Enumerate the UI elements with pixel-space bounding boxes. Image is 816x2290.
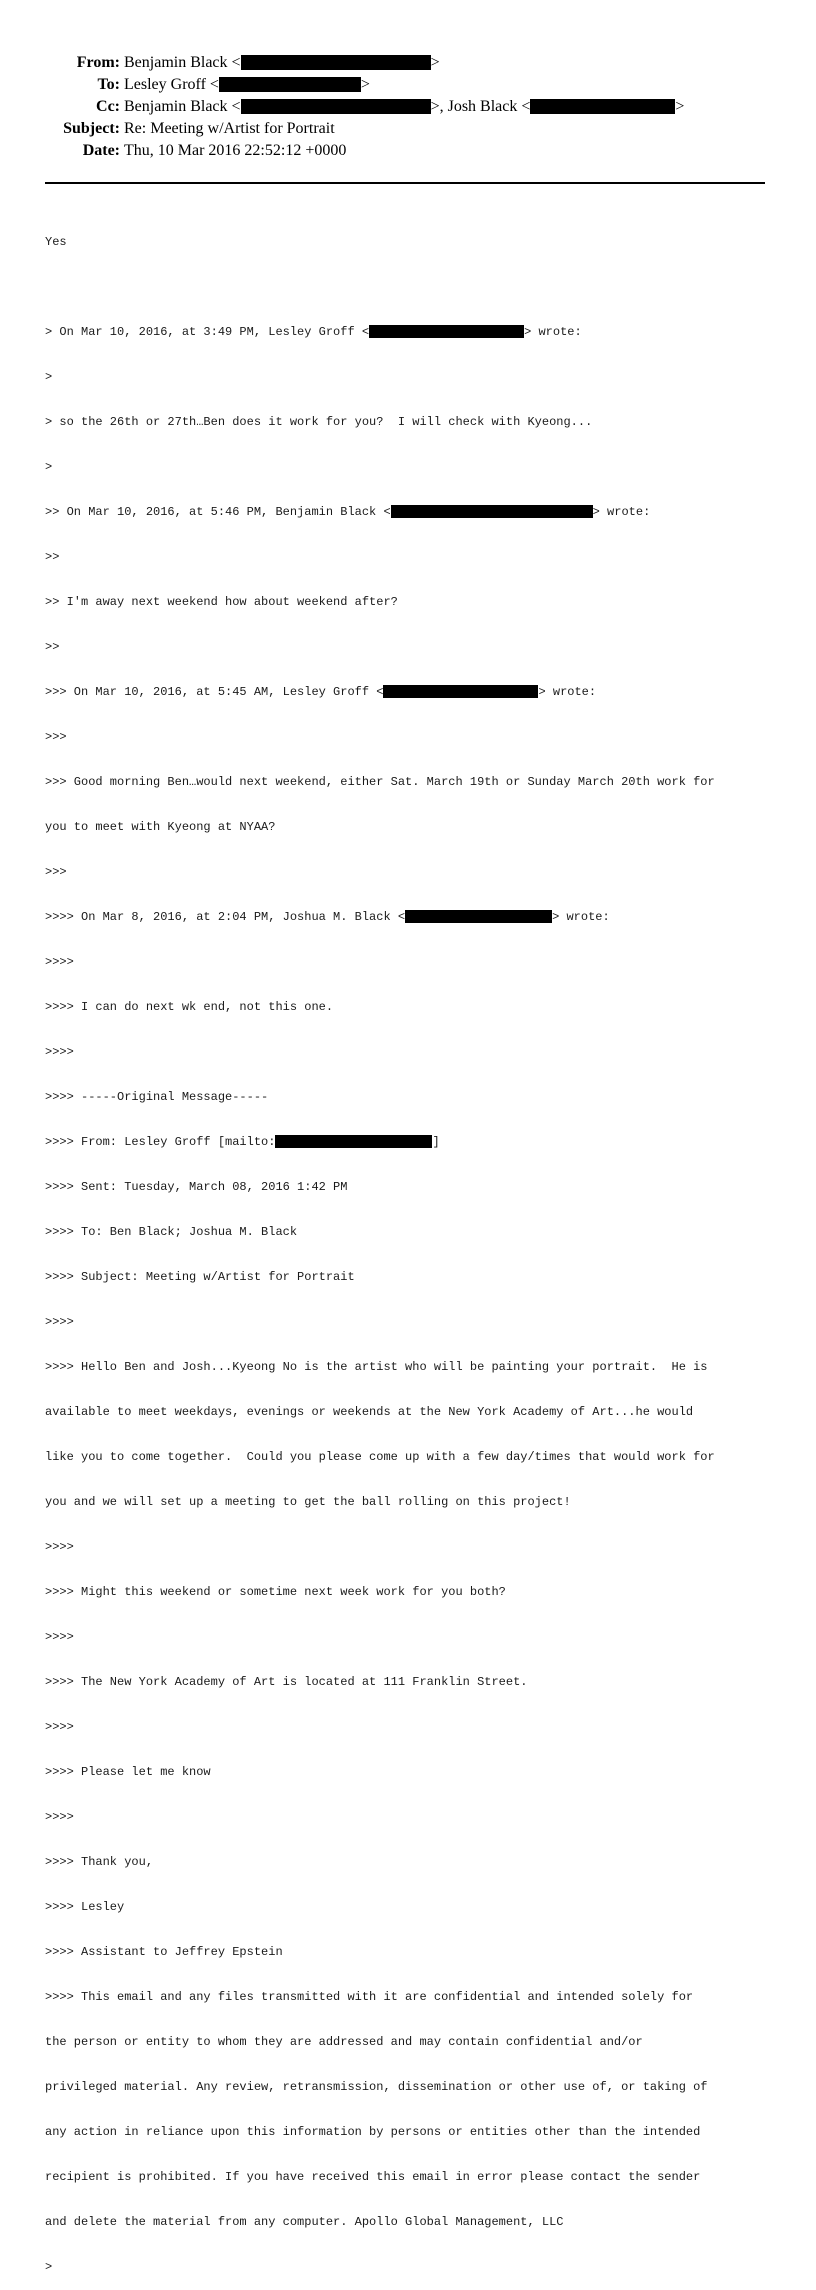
body-line: >>>> bbox=[45, 955, 74, 969]
body-line: available to meet weekdays, evenings or weekends at the New York Academy of Art...he would bbox=[45, 1405, 694, 1419]
cc-separator: >, Josh Black < bbox=[430, 98, 531, 115]
body-line: >>>> This email and any files transmitted with it are confidential and intended solely for bbox=[45, 1990, 694, 2004]
to-label: To: bbox=[97, 76, 120, 93]
body-line: >>>> The New York Academy of Art is located at 111 Franklin Street. bbox=[45, 1675, 528, 1689]
body-line: > bbox=[45, 460, 53, 474]
body-line: you to meet with Kyeong at NYAA? bbox=[45, 820, 276, 834]
body-line: >> On Mar 10, 2016, at 5:46 PM, Benjamin Black < > wrote: bbox=[45, 505, 651, 519]
body-line: >>>> Thank you, bbox=[45, 1855, 154, 1869]
header-divider bbox=[45, 182, 765, 184]
body-line: >>>> To: Ben Black; Joshua M. Black bbox=[45, 1225, 298, 1239]
body-line: >>> bbox=[45, 730, 67, 744]
cc-name-1: Benjamin Black < bbox=[124, 98, 241, 115]
redaction-bar bbox=[219, 77, 361, 92]
body-line: >>>> I can do next wk end, not this one. bbox=[45, 1000, 334, 1014]
redaction-bar bbox=[391, 505, 593, 518]
body-line: >>> bbox=[45, 865, 67, 879]
redaction-bar bbox=[405, 910, 552, 923]
body-line: any action in reliance upon this information by persons or entities other than the intended bbox=[45, 2125, 701, 2139]
body-line: > bbox=[45, 2260, 53, 2274]
body-line: the person or entity to whom they are addressed and may contain confidential and/or bbox=[45, 2035, 643, 2049]
body-line: >> bbox=[45, 550, 60, 564]
body-line: >>>> Subject: Meeting w/Artist for Portrait bbox=[45, 1270, 355, 1284]
body-line: >>> On Mar 10, 2016, at 5:45 AM, Lesley Groff < > wrote: bbox=[45, 685, 597, 699]
cc-label: Cc: bbox=[96, 98, 120, 115]
subject-label: Subject: bbox=[63, 120, 120, 137]
body-line: >> bbox=[45, 640, 60, 654]
body-line: and delete the material from any computer. Apollo Global Management, LLC bbox=[45, 2215, 564, 2229]
redaction-bar bbox=[241, 99, 431, 114]
redaction-bar bbox=[275, 1135, 432, 1148]
body-line: >>>> bbox=[45, 1540, 74, 1554]
body-line: like you to come together. Could you please come up with a few day/times that would work for bbox=[45, 1450, 715, 1464]
body-line: >>>> bbox=[45, 1810, 74, 1824]
redaction-bar bbox=[369, 325, 524, 338]
body-line: >>>> On Mar 8, 2016, at 2:04 PM, Joshua M. Black < > wrote: bbox=[45, 910, 610, 924]
body-line: >>>> Assistant to Jeffrey Epstein bbox=[45, 1945, 283, 1959]
from-label: From: bbox=[76, 54, 120, 71]
from-name: Benjamin Black < bbox=[124, 54, 241, 71]
body-line: >>>> Sent: Tuesday, March 08, 2016 1:42 PM bbox=[45, 1180, 348, 1194]
body-line: > bbox=[45, 370, 53, 384]
body-line bbox=[45, 280, 785, 295]
subject-value: Re: Meeting w/Artist for Portrait bbox=[124, 120, 335, 137]
body-line: >>> Good morning Ben…would next weekend, either Sat. March 19th or Sunday March 20th work for bbox=[45, 775, 715, 789]
body-line: >> I'm away next weekend how about weekend after? bbox=[45, 595, 398, 609]
to-close: > bbox=[360, 76, 370, 93]
body-line: you and we will set up a meeting to get the ball rolling on this project! bbox=[45, 1495, 571, 1509]
body-line: Yes bbox=[45, 235, 67, 249]
body-line: >>>> Please let me know bbox=[45, 1765, 211, 1779]
body-line: >>>> bbox=[45, 1630, 74, 1644]
cc-row bbox=[0, 96, 816, 118]
subject-row bbox=[0, 118, 816, 140]
email-body bbox=[45, 205, 785, 2290]
from-row bbox=[0, 52, 816, 74]
body-line: >>>> bbox=[45, 1045, 74, 1059]
to-name: Lesley Groff < bbox=[124, 76, 219, 93]
date-label: Date: bbox=[82, 142, 120, 159]
body-line: >>>> bbox=[45, 1315, 74, 1329]
redaction-bar bbox=[241, 55, 431, 70]
body-line: >>>> -----Original Message----- bbox=[45, 1090, 269, 1104]
body-line: >>>> Lesley bbox=[45, 1900, 125, 1914]
redaction-bar bbox=[530, 99, 675, 114]
redaction-bar bbox=[383, 685, 538, 698]
body-line: recipient is prohibited. If you have received this email in error please contact the sender bbox=[45, 2170, 701, 2184]
body-line: >>>> Might this weekend or sometime next week work for you both? bbox=[45, 1585, 506, 1599]
to-row bbox=[0, 74, 816, 96]
body-line: >>>> Hello Ben and Josh...Kyeong No is the artist who will be painting your portrait. He is bbox=[45, 1360, 708, 1374]
body-line: >>>> bbox=[45, 1720, 74, 1734]
body-line: >>>> From: Lesley Groff [mailto: ] bbox=[45, 1135, 440, 1149]
date-value: Thu, 10 Mar 2016 22:52:12 +0000 bbox=[124, 142, 347, 159]
email-header bbox=[0, 52, 816, 162]
cc-close: > bbox=[675, 98, 685, 115]
body-line: privileged material. Any review, retransmission, dissemination or other use of, or taking of bbox=[45, 2080, 708, 2094]
body-line: > On Mar 10, 2016, at 3:49 PM, Lesley Groff < > wrote: bbox=[45, 325, 582, 339]
from-close: > bbox=[430, 54, 440, 71]
body-line: > so the 26th or 27th…Ben does it work for you? I will check with Kyeong... bbox=[45, 415, 593, 429]
date-row bbox=[0, 140, 816, 162]
